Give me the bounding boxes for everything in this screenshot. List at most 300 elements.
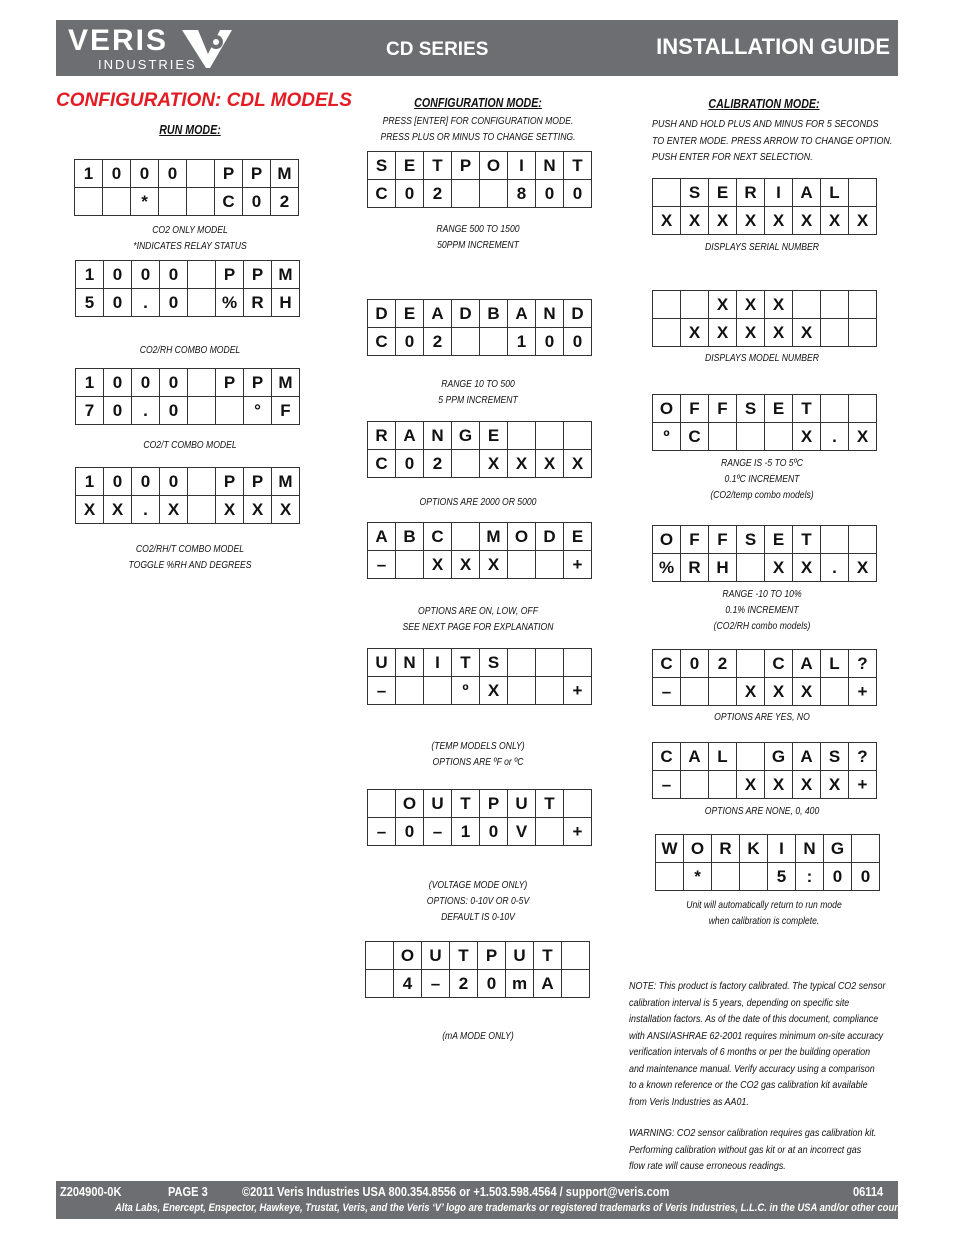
lcd-cell xyxy=(480,180,508,208)
lcd-cell: T xyxy=(536,790,564,818)
lcd-cell: L xyxy=(709,743,737,771)
lcd-cell: P xyxy=(452,152,480,180)
caption xyxy=(371,877,584,925)
run-mode-heading: RUN MODE: xyxy=(159,122,221,137)
lcd-cell xyxy=(452,328,480,356)
lcd-cell xyxy=(709,423,737,451)
lcd-cell xyxy=(536,649,564,677)
caption xyxy=(655,455,868,503)
text-line: and maintenance manual. Verify accuracy using a comparison xyxy=(629,1062,875,1075)
lcd-display xyxy=(75,368,300,425)
lcd-cell: 0 xyxy=(159,160,187,188)
caption xyxy=(371,494,584,510)
lcd-cell: º xyxy=(653,423,681,451)
caption-line: PRESS PLUS OR MINUS TO CHANGE SETTING. xyxy=(380,131,576,143)
lcd-cell xyxy=(737,743,765,771)
caption-line: SEE NEXT PAGE FOR EXPLANATION xyxy=(402,621,554,633)
lcd-cell: 1 xyxy=(452,818,480,846)
lcd-cell xyxy=(653,291,681,319)
lcd-cell xyxy=(188,397,216,425)
lcd-cell: P xyxy=(480,790,508,818)
lcd-cell: X xyxy=(821,771,849,799)
caption-line: 0.1% INCREMENT xyxy=(725,604,799,616)
lcd-cell: 5 xyxy=(768,863,796,891)
lcd-cell: E xyxy=(709,179,737,207)
lcd-cell: 0 xyxy=(132,261,160,289)
date-code: 06114 xyxy=(853,1184,884,1199)
lcd-cell xyxy=(564,649,592,677)
text-line: Performing calibration without gas kit or at an incorrect gas xyxy=(629,1143,862,1156)
lcd-cell xyxy=(821,678,849,706)
caption-line: Unit will automatically return to run mode xyxy=(686,899,842,911)
caption xyxy=(83,342,296,358)
lcd-cell xyxy=(564,790,592,818)
lcd-cell: 0 xyxy=(132,468,160,496)
lcd-cell: 0 xyxy=(160,261,188,289)
lcd-cell: 0 xyxy=(160,369,188,397)
lcd-cell: T xyxy=(534,942,562,970)
text-line: installation factors. As of the date of this document, compliance xyxy=(629,1013,879,1025)
lcd-cell: X xyxy=(508,450,536,478)
lcd-cell: N xyxy=(396,649,424,677)
lcd-cell: C xyxy=(368,450,396,478)
lcd-cell: X xyxy=(765,678,793,706)
lcd-cell: E xyxy=(765,395,793,423)
lcd-cell: 2 xyxy=(424,328,452,356)
lcd-cell: 0 xyxy=(104,261,132,289)
lcd-cell xyxy=(821,291,849,319)
lcd-cell: G xyxy=(452,422,480,450)
text-line: with ANSI/ASHRAE 62-2001 requires minimum on-site accuracy xyxy=(629,1029,884,1042)
lcd-cell: 4 xyxy=(394,970,422,998)
lcd-cell xyxy=(653,319,681,347)
lcd-cell: S xyxy=(681,179,709,207)
lcd-cell: X xyxy=(737,291,765,319)
lcd-cell: E xyxy=(765,526,793,554)
lcd-cell: X xyxy=(653,207,681,235)
lcd-cell: G xyxy=(765,743,793,771)
lcd-cell xyxy=(564,422,592,450)
lcd-cell: O xyxy=(480,152,508,180)
lcd-cell: 0 xyxy=(104,397,132,425)
lcd-cell xyxy=(368,790,396,818)
caption-line: TOGGLE %RH AND DEGREES xyxy=(128,559,252,571)
lcd-cell: X xyxy=(709,291,737,319)
lcd-cell xyxy=(536,677,564,705)
lcd-cell: T xyxy=(452,649,480,677)
caption-line: (VOLTAGE MODE ONLY) xyxy=(428,879,528,891)
lcd-cell: O xyxy=(396,790,424,818)
lcd-cell: S xyxy=(821,743,849,771)
lcd-cell: % xyxy=(653,554,681,582)
caption xyxy=(655,586,868,634)
lcd-cell: T xyxy=(793,526,821,554)
lcd-cell xyxy=(159,188,187,216)
section-title: CONFIGURATION: CDL MODELS xyxy=(56,90,352,111)
caption-line: RANGE 500 TO 1500 xyxy=(436,223,520,235)
lcd-cell: 0 xyxy=(131,160,159,188)
lcd-cell: + xyxy=(564,818,592,846)
lcd-cell: E xyxy=(396,300,424,328)
lcd-cell: I xyxy=(424,649,452,677)
lcd-cell: R xyxy=(737,179,765,207)
lcd-cell: O xyxy=(394,942,422,970)
lcd-cell xyxy=(849,395,877,423)
lcd-cell: S xyxy=(480,649,508,677)
text-line: WARNING: CO2 sensor calibration requires gas calibration kit. xyxy=(629,1127,877,1139)
caption-line: OPTIONS ARE 2000 OR 5000 xyxy=(419,496,537,508)
caption-line: OPTIONS ARE ºF or ºC xyxy=(432,756,524,768)
caption xyxy=(83,437,296,453)
lcd-cell: F xyxy=(681,526,709,554)
text-line: PUSH AND HOLD PLUS AND MINUS FOR 5 SECONDS xyxy=(652,118,879,130)
lcd-cell: . xyxy=(821,554,849,582)
lcd-cell: – xyxy=(422,970,450,998)
lcd-display xyxy=(367,151,592,208)
caption-line: when calibration is complete. xyxy=(708,915,820,927)
lcd-cell xyxy=(681,771,709,799)
lcd-cell xyxy=(188,496,216,524)
lcd-display xyxy=(367,522,592,579)
lcd-cell: 0 xyxy=(564,328,592,356)
lcd-cell: X xyxy=(104,496,132,524)
lcd-cell: 0 xyxy=(104,289,132,317)
lcd-cell: T xyxy=(452,790,480,818)
lcd-cell: O xyxy=(653,526,681,554)
lcd-cell: M xyxy=(272,369,300,397)
lcd-cell: X xyxy=(681,207,709,235)
lcd-cell: 0 xyxy=(396,180,424,208)
veris-logo: VERIS INDUSTRIES xyxy=(68,24,238,74)
lcd-cell xyxy=(187,160,215,188)
text-line: calibration interval is 5 years, depending on specific site xyxy=(629,996,850,1009)
lcd-cell: . xyxy=(132,496,160,524)
lcd-cell: 0 xyxy=(396,818,424,846)
lcd-cell: 0 xyxy=(396,328,424,356)
lcd-cell: S xyxy=(368,152,396,180)
lcd-cell xyxy=(821,395,849,423)
lcd-cell xyxy=(188,369,216,397)
lcd-cell: F xyxy=(709,395,737,423)
lcd-cell: C xyxy=(653,650,681,678)
lcd-cell xyxy=(536,818,564,846)
caption-line: (mA MODE ONLY) xyxy=(442,1030,514,1042)
lcd-cell: 0 xyxy=(824,863,852,891)
lcd-cell: D xyxy=(536,523,564,551)
lcd-display xyxy=(74,159,299,216)
lcd-cell: R xyxy=(368,422,396,450)
lcd-display xyxy=(367,789,592,846)
lcd-cell xyxy=(396,677,424,705)
lcd-cell: A xyxy=(424,300,452,328)
lcd-cell: H xyxy=(709,554,737,582)
lcd-cell: 0 xyxy=(536,328,564,356)
lcd-cell: – xyxy=(368,818,396,846)
lcd-display xyxy=(367,648,592,705)
caption-line: DISPLAYS SERIAL NUMBER xyxy=(704,241,820,253)
lcd-cell: E xyxy=(396,152,424,180)
page-number: PAGE 3 xyxy=(168,1184,208,1199)
lcd-cell xyxy=(452,450,480,478)
lcd-cell: S xyxy=(737,395,765,423)
lcd-cell xyxy=(765,423,793,451)
caption-line: 50PPM INCREMENT xyxy=(437,239,519,251)
lcd-cell: W xyxy=(656,835,684,863)
lcd-cell: 0 xyxy=(478,970,506,998)
caption-line: CO2/T COMBO MODEL xyxy=(143,439,237,451)
text-line: from Veris Industries as AA01. xyxy=(629,1095,749,1108)
lcd-cell: 2 xyxy=(271,188,299,216)
lcd-cell: C xyxy=(653,743,681,771)
caption-line: OPTIONS ARE NONE, 0, 400 xyxy=(704,805,820,817)
lcd-cell: * xyxy=(684,863,712,891)
lcd-cell: X xyxy=(737,207,765,235)
lcd-cell: N xyxy=(536,152,564,180)
lcd-display xyxy=(652,742,877,799)
lcd-cell xyxy=(187,188,215,216)
lcd-cell: 2 xyxy=(424,180,452,208)
caption-line: CO2 ONLY MODEL xyxy=(152,224,228,236)
lcd-cell: – xyxy=(424,818,452,846)
lcd-cell xyxy=(103,188,131,216)
lcd-cell: 0 xyxy=(160,468,188,496)
lcd-cell: X xyxy=(793,554,821,582)
lcd-cell: – xyxy=(368,677,396,705)
lcd-cell: P xyxy=(244,261,272,289)
lcd-cell xyxy=(562,942,590,970)
lcd-cell xyxy=(712,863,740,891)
lcd-cell: O xyxy=(508,523,536,551)
lcd-cell: P xyxy=(478,942,506,970)
lcd-cell: X xyxy=(536,450,564,478)
lcd-cell: + xyxy=(564,677,592,705)
lcd-cell: L xyxy=(821,179,849,207)
lcd-cell xyxy=(793,291,821,319)
lcd-cell: 1 xyxy=(76,468,104,496)
config-mode-heading: CONFIGURATION MODE: xyxy=(414,95,542,110)
lcd-cell: C xyxy=(215,188,243,216)
lcd-cell xyxy=(681,291,709,319)
lcd-cell xyxy=(508,551,536,579)
caption-line: RANGE IS -5 TO 5ºC xyxy=(721,457,803,469)
caption-line: RANGE 10 TO 500 xyxy=(441,378,515,390)
lcd-cell: 8 xyxy=(508,180,536,208)
lcd-cell: ° xyxy=(244,397,272,425)
guide-title: INSTALLATION GUIDE xyxy=(656,34,890,59)
lcd-cell xyxy=(849,526,877,554)
lcd-cell: X xyxy=(564,450,592,478)
lcd-cell xyxy=(709,678,737,706)
lcd-cell: U xyxy=(424,790,452,818)
caption-line: (TEMP MODELS ONLY) xyxy=(431,740,525,752)
lcd-cell: O xyxy=(684,835,712,863)
lcd-cell: X xyxy=(849,207,877,235)
lcd-cell: X xyxy=(480,450,508,478)
lcd-cell xyxy=(849,179,877,207)
lcd-cell: X xyxy=(709,207,737,235)
lcd-cell: 0 xyxy=(104,369,132,397)
lcd-cell xyxy=(508,422,536,450)
lcd-cell xyxy=(562,970,590,998)
lcd-cell: . xyxy=(821,423,849,451)
calibration-intro xyxy=(652,116,899,166)
lcd-display xyxy=(652,290,877,347)
lcd-cell: X xyxy=(849,554,877,582)
lcd-cell: X xyxy=(849,423,877,451)
lcd-cell xyxy=(849,319,877,347)
lcd-cell: X xyxy=(272,496,300,524)
lcd-cell: M xyxy=(271,160,299,188)
lcd-cell: P xyxy=(216,369,244,397)
lcd-cell: 0 xyxy=(681,650,709,678)
lcd-cell: X xyxy=(793,423,821,451)
lcd-cell: X xyxy=(793,207,821,235)
header-bar xyxy=(56,20,898,76)
lcd-cell xyxy=(188,289,216,317)
caption-line: OPTIONS ARE YES, NO xyxy=(714,711,810,723)
lcd-cell: + xyxy=(849,678,877,706)
lcd-cell: U xyxy=(508,790,536,818)
lcd-cell xyxy=(75,188,103,216)
caption-line: 5 PPM INCREMENT xyxy=(438,394,518,406)
lcd-cell xyxy=(849,291,877,319)
lcd-cell: X xyxy=(821,207,849,235)
caption-line: 0.1ºC INCREMENT xyxy=(724,473,800,485)
lcd-cell: 1 xyxy=(76,369,104,397)
lcd-cell: 0 xyxy=(103,160,131,188)
lcd-cell: H xyxy=(272,289,300,317)
text-line: PUSH ENTER FOR NEXT SELECTION. xyxy=(652,151,813,163)
lcd-cell: I xyxy=(765,179,793,207)
lcd-cell xyxy=(508,677,536,705)
lcd-cell: U xyxy=(506,942,534,970)
lcd-cell: : xyxy=(796,863,824,891)
lcd-cell: K xyxy=(740,835,768,863)
lcd-cell: M xyxy=(272,261,300,289)
lcd-cell: T xyxy=(424,152,452,180)
lcd-display xyxy=(655,834,880,891)
lcd-cell: P xyxy=(244,468,272,496)
lcd-cell: D xyxy=(368,300,396,328)
lcd-cell: C xyxy=(424,523,452,551)
lcd-cell xyxy=(681,678,709,706)
lcd-cell xyxy=(737,650,765,678)
lcd-cell: 0 xyxy=(852,863,880,891)
lcd-cell: A xyxy=(793,743,821,771)
lcd-cell xyxy=(653,179,681,207)
lcd-cell: N xyxy=(424,422,452,450)
lcd-cell: V xyxy=(508,818,536,846)
lcd-cell: X xyxy=(737,678,765,706)
lcd-cell: F xyxy=(681,395,709,423)
caption xyxy=(655,239,868,255)
lcd-cell: R xyxy=(681,554,709,582)
lcd-display xyxy=(75,260,300,317)
lcd-cell: A xyxy=(368,523,396,551)
lcd-cell: . xyxy=(132,397,160,425)
lcd-display xyxy=(652,394,877,451)
caption-line: CO2/RH COMBO MODEL xyxy=(139,344,241,356)
lcd-cell: X xyxy=(793,678,821,706)
lcd-cell: X xyxy=(480,551,508,579)
lcd-cell xyxy=(508,649,536,677)
text-line: NOTE: This product is factory calibrated. The typical CO2 sensor xyxy=(629,980,886,992)
lcd-cell: 2 xyxy=(709,650,737,678)
caption-line: *INDICATES RELAY STATUS xyxy=(133,240,247,252)
caption-line: CO2/RH/T COMBO MODEL xyxy=(135,543,245,555)
lcd-cell: X xyxy=(737,319,765,347)
doc-id: Z204900-0K xyxy=(60,1184,122,1199)
lcd-cell: 1 xyxy=(508,328,536,356)
lcd-cell: X xyxy=(452,551,480,579)
lcd-cell: 0 xyxy=(160,397,188,425)
lcd-cell: C xyxy=(368,180,396,208)
lcd-cell xyxy=(740,863,768,891)
calibration-warning xyxy=(629,1125,901,1175)
lcd-cell: X xyxy=(765,291,793,319)
lcd-cell xyxy=(536,551,564,579)
lcd-cell: U xyxy=(368,649,396,677)
caption xyxy=(655,350,868,366)
lcd-cell: 5 xyxy=(76,289,104,317)
lcd-cell: X xyxy=(765,319,793,347)
config-intro xyxy=(371,113,584,145)
lcd-cell xyxy=(656,863,684,891)
lcd-cell: A xyxy=(793,179,821,207)
lcd-cell: 0 xyxy=(160,289,188,317)
caption xyxy=(657,897,870,929)
caption xyxy=(83,222,296,254)
lcd-cell: 0 xyxy=(104,468,132,496)
lcd-cell: D xyxy=(564,300,592,328)
lcd-cell: I xyxy=(768,835,796,863)
lcd-cell: X xyxy=(765,207,793,235)
lcd-display xyxy=(75,467,300,524)
lcd-cell: M xyxy=(480,523,508,551)
lcd-cell: O xyxy=(653,395,681,423)
lcd-cell xyxy=(216,397,244,425)
caption xyxy=(371,221,584,253)
lcd-cell: X xyxy=(765,771,793,799)
caption xyxy=(371,738,584,770)
lcd-cell xyxy=(424,677,452,705)
lcd-cell: T xyxy=(450,942,478,970)
lcd-cell xyxy=(188,468,216,496)
lcd-cell: L xyxy=(821,650,849,678)
lcd-cell: G xyxy=(824,835,852,863)
lcd-cell: X xyxy=(76,496,104,524)
lcd-cell xyxy=(396,551,424,579)
lcd-cell: X xyxy=(216,496,244,524)
lcd-cell: E xyxy=(564,523,592,551)
lcd-cell: A xyxy=(396,422,424,450)
lcd-cell xyxy=(737,554,765,582)
lcd-cell: R xyxy=(712,835,740,863)
lcd-display xyxy=(367,299,592,356)
lcd-cell: C xyxy=(681,423,709,451)
lcd-cell: P xyxy=(216,261,244,289)
lcd-display xyxy=(367,421,592,478)
lcd-cell: B xyxy=(480,300,508,328)
text-line: TO ENTER MODE. PRESS ARROW TO CHANGE OPTION. xyxy=(652,134,893,147)
lcd-cell: P xyxy=(215,160,243,188)
lcd-cell: X xyxy=(160,496,188,524)
calibration-note xyxy=(629,978,901,1110)
lcd-cell: – xyxy=(653,678,681,706)
lcd-cell xyxy=(821,526,849,554)
lcd-display xyxy=(652,525,877,582)
lcd-display xyxy=(365,941,590,998)
